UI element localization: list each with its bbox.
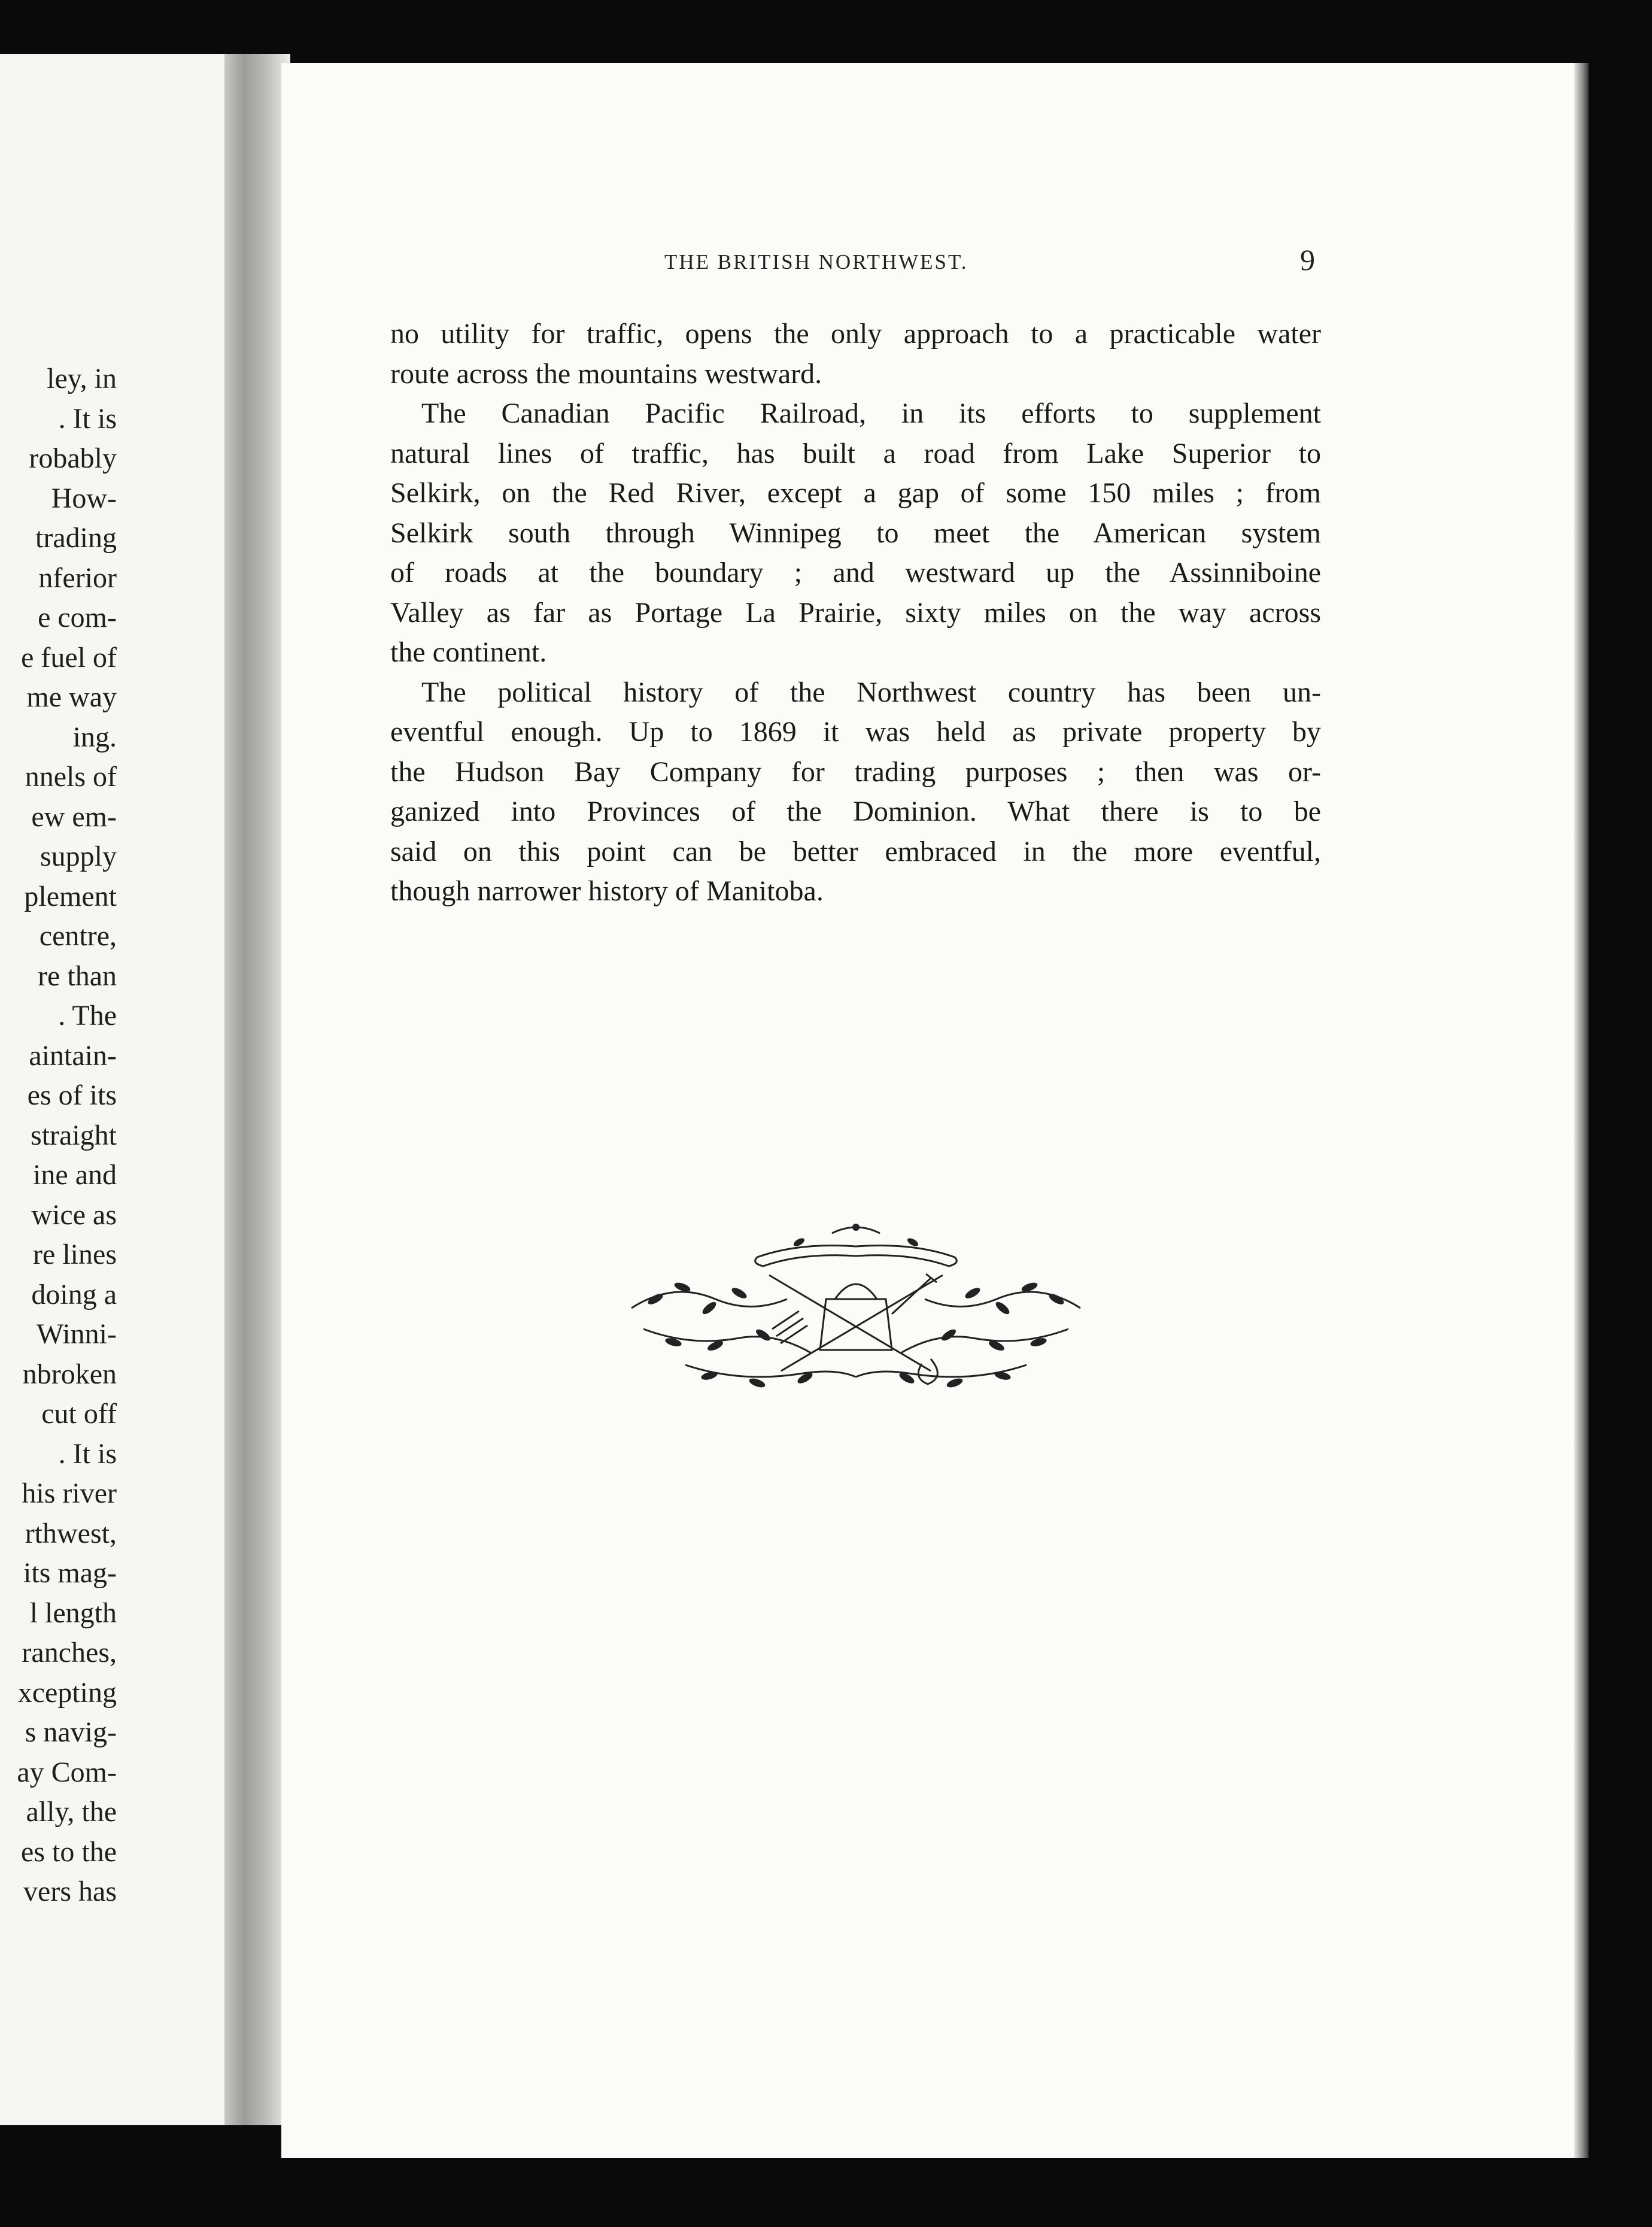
text-line: xcepting: [17, 1676, 117, 1709]
paragraph: [390, 673, 1321, 912]
text-line: trading: [35, 522, 117, 554]
text-line: the continent.: [390, 636, 547, 668]
text-line: . It is: [58, 1437, 117, 1470]
text-line: wice as: [31, 1199, 117, 1231]
text-line: re lines: [33, 1239, 117, 1270]
text-line: rthwest,: [25, 1517, 117, 1549]
book-gutter-shadow: [224, 54, 290, 2125]
text-line: es of its: [27, 1079, 117, 1111]
text-line: of roads at the boundary ; and westward up the Assinniboine: [390, 557, 1321, 588]
text-line: doing a: [31, 1278, 117, 1310]
text-line: vers has: [23, 1876, 117, 1907]
text-line: nbroken: [22, 1358, 117, 1390]
text-line: l length: [29, 1597, 117, 1629]
body-text: [390, 314, 1321, 912]
text-line: though narrower history of Manitoba.: [390, 875, 824, 907]
text-line: e fuel of: [21, 641, 117, 673]
text-line: no utility for traffic, opens the only approach to a practicable water: [390, 318, 1321, 350]
text-line: ranches,: [22, 1637, 117, 1668]
text-line: nferior: [38, 562, 117, 594]
text-line: Winni-: [36, 1318, 117, 1350]
page-number: 9: [1300, 243, 1315, 277]
text-line: s navig-: [25, 1716, 117, 1748]
garden-tools-vignette-icon: [620, 1209, 1092, 1401]
previous-page-text: [17, 359, 117, 1912]
text-line: ing.: [72, 721, 117, 753]
text-line: robably: [29, 442, 117, 474]
text-line: route across the mountains westward.: [390, 357, 822, 390]
text-line: natural lines of traffic, has built a road from Lake Superior to: [390, 437, 1321, 469]
text-line: cut off: [41, 1398, 117, 1430]
text-line: The political history of the Northwest country has been un-: [421, 676, 1321, 708]
paragraph: [390, 394, 1321, 673]
text-line: eventful enough. Up to 1869 it was held as private property by: [390, 716, 1321, 748]
text-line: . It is: [58, 402, 117, 435]
text-line: How-: [51, 482, 117, 514]
text-line: centre,: [39, 920, 117, 952]
text-line: straight: [31, 1119, 117, 1151]
text-line: the Hudson Bay Company for trading purposes ; then was or-: [390, 756, 1321, 788]
page-edge: [1574, 63, 1589, 2158]
text-line: me way: [26, 681, 117, 713]
text-line: The Canadian Pacific Railroad, in its efforts to supplement: [421, 398, 1321, 429]
text-line: Valley as far as Portage La Prairie, sixty miles on the way across: [390, 596, 1321, 629]
text-line: ganized into Provinces of the Dominion. What there is to be: [390, 796, 1321, 827]
running-head: THE BRITISH NORTHWEST.: [664, 250, 968, 274]
text-line: plement: [24, 880, 117, 912]
previous-page: [0, 54, 239, 2125]
text-line: ally, the: [26, 1796, 117, 1828]
text-line: said on this point can be better embraced in the more eventful,: [390, 835, 1321, 867]
text-line: nnels of: [25, 761, 117, 793]
text-line: supply: [40, 841, 117, 872]
text-line: ine and: [33, 1159, 117, 1191]
text-line: e com-: [38, 602, 117, 633]
paragraph: [390, 314, 1321, 394]
text-line: its mag-: [23, 1557, 117, 1589]
text-line: ay Com-: [17, 1756, 117, 1788]
text-line: ley, in: [47, 363, 117, 395]
text-line: ew em-: [31, 800, 117, 833]
text-line: aintain-: [29, 1039, 117, 1072]
text-line: Selkirk south through Winnipeg to meet the American system: [390, 517, 1321, 549]
text-line: re than: [38, 960, 117, 992]
text-line: es to the: [21, 1835, 117, 1868]
text-line: his river: [22, 1477, 117, 1509]
text-line: . The: [58, 1000, 117, 1031]
text-line: Selkirk, on the Red River, except a gap of some 150 miles ; from: [390, 477, 1321, 509]
